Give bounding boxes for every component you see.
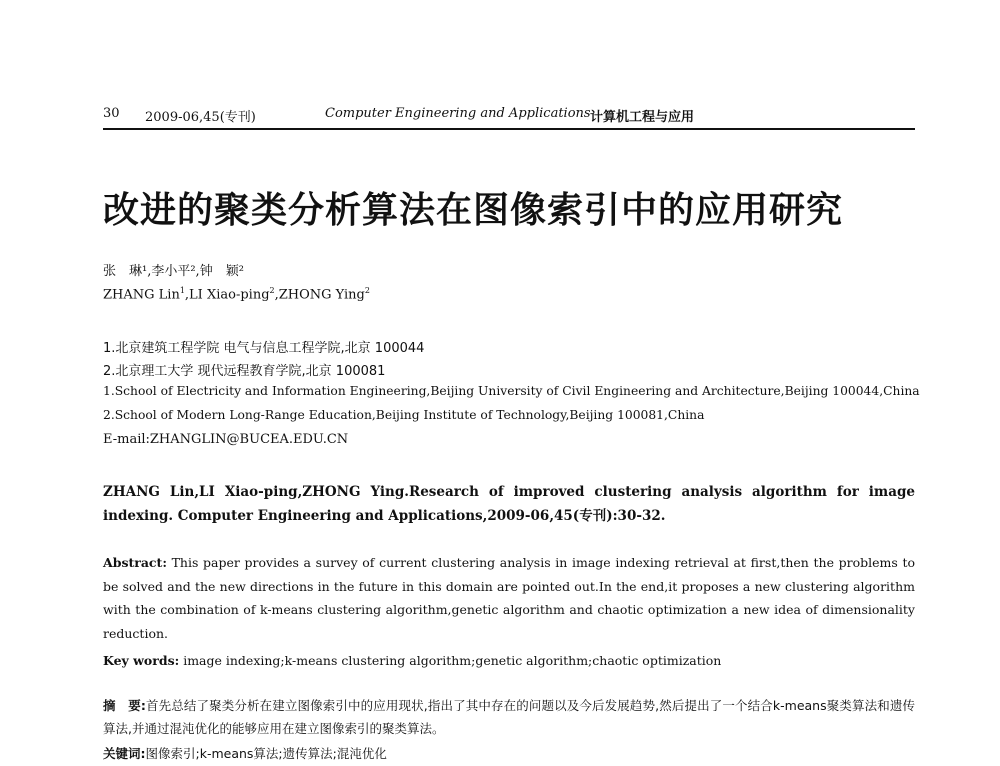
author-1-sup: 1 [179,286,185,295]
author-3-sup: 2 [364,286,370,295]
affiliation-en-2: 2.School of Modern Long-Range Education,Beijing Institute of Technology,Beijing 100081,China [103,408,705,422]
keywords-cn [103,742,915,766]
affiliation-cn-1: 1.北京建筑工程学院 电气与信息工程学院,北京 100044 [103,341,425,356]
author-1: ZHANG Lin [103,287,180,303]
paper-title: 改进的聚类分析算法在图像索引中的应用研究 [103,189,844,231]
abstract-cn [103,694,915,740]
affiliation-en-1: 1.School of Electricity and Information Engineering,Beijing University of Civil Engineering and Architecture,Beijing 100044,China [103,384,920,398]
authors-en [103,286,370,302]
abstract-cn-label: 摘 要: [103,698,146,713]
keywords-label: Key words: [103,653,180,668]
keywords-cn-text: 图像索引;k-means算法;遗传算法;混沌优化 [145,746,387,761]
author-2-sup: 2 [269,286,275,295]
authors-cn: 张 琳¹,李小平²,钟 颖² [103,264,244,279]
keywords-cn-label: 关键词: [103,746,146,761]
page-number: 30 [103,106,120,121]
author-3: ,ZHONG Ying [274,287,365,303]
keywords-en [103,649,915,673]
header-rule [103,128,915,130]
keywords-text: image indexing;k-means clustering algorithm;genetic algorithm;chaotic optimization [179,653,722,668]
email: E-mail:ZHANGLIN@BUCEA.EDU.CN [103,432,349,447]
running-header [103,104,913,126]
abstract-en [103,551,915,645]
journal-name-cn: 计算机工程与应用 [590,110,695,125]
abstract-label: Abstract: [103,555,167,570]
author-2: ,LI Xiao-ping [184,287,270,303]
issue-info: 2009-06,45(专刊) [145,110,256,125]
journal-name-en: Computer Engineering and Applications [325,106,591,121]
citation: ZHANG Lin,LI Xiao-ping,ZHONG Ying.Research of improved clustering analysis algorithm for image indexing. Computer Engineering and Applications,2009-06,45(专刊):30-32. [103,484,915,524]
abstract-text: This paper provides a survey of current clustering analysis in image indexing retrieval at first,then the problems to be solved and the new directions in the future in this domain are pointed out.In the end,it proposes a new clustering algorithm with the combination of k-means clustering algorithm,genetic algorithm and chaotic optimization a new idea of dimensionality reduction. [103,555,915,641]
affiliation-cn-2: 2.北京理工大学 现代远程教育学院,北京 100081 [103,364,386,379]
abstract-cn-text: 首先总结了聚类分析在建立图像索引中的应用现状,指出了其中存在的问题以及今后发展趋势,然后提出了一个结合k-means聚类算法和遗传算法,并通过混沌优化的能够应用在建立图像索引的聚类算法。 [103,698,916,736]
